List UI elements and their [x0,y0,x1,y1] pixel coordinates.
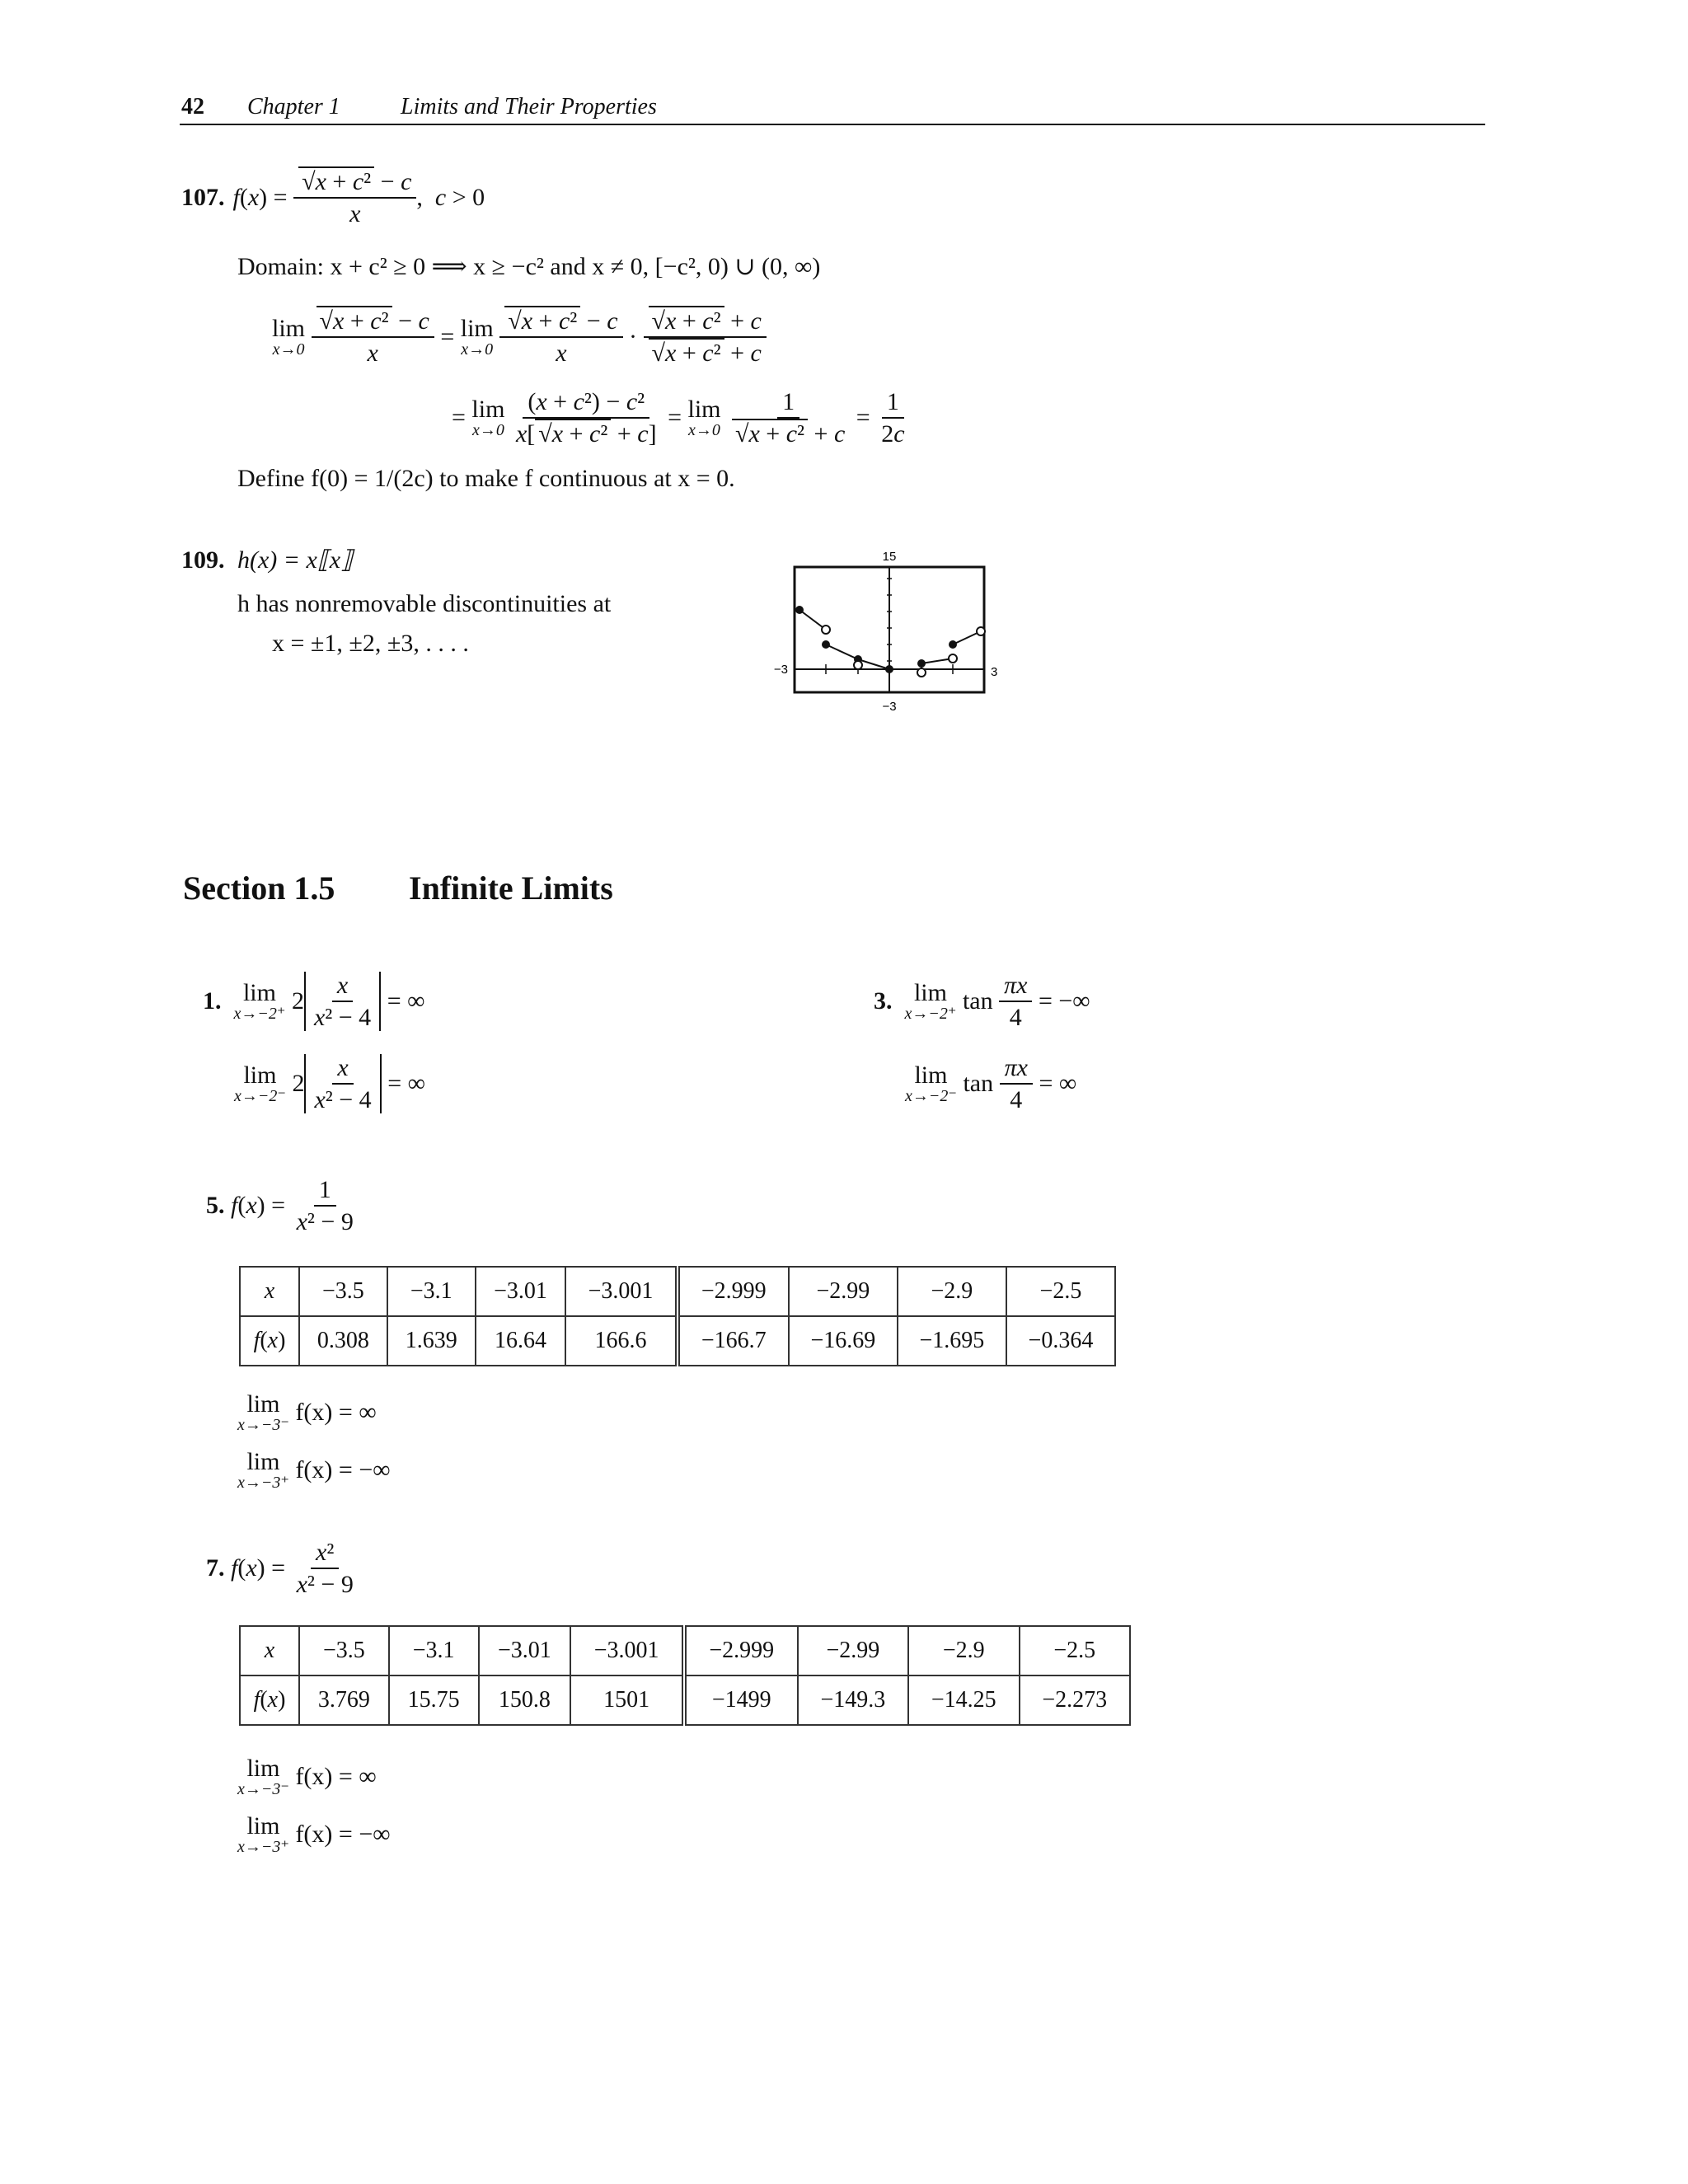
problem-5-lim2: lim x→−3⁺ f(x) = −∞ [237,1448,391,1492]
table-cell: −2.999 [684,1626,798,1675]
table-cell: −3.01 [479,1626,571,1675]
problem-7-statement: 7. f ( x ) = $\frac{\text{x²}}{\text{x² − 9}}$ [206,1539,354,1598]
table-cell: −3.001 [565,1267,677,1316]
problem-3-number: 3. [874,987,893,1015]
problem-3-line1: 3. lim x→−2⁺ tan $\frac{\pi x}{4}$ = −∞ [874,972,1090,1031]
table-row: x −3.5 −3.1 −3.01 −3.001 −2.999 −2.99 −2.9 −2.5 [240,1626,1130,1675]
table-cell: −2.5 [1020,1626,1130,1675]
table-cell: 150.8 [479,1675,571,1725]
graph-ymax-label: 15 [882,550,897,564]
table-cell: −2.9 [908,1626,1019,1675]
table-cell: −3.1 [387,1267,476,1316]
problem-3-result1: = −∞ [1038,987,1090,1015]
table-cell: −3.01 [476,1267,566,1316]
problem-5-table [239,1266,1116,1366]
problem-1-result1: = ∞ [387,987,425,1015]
problem-7-table [239,1625,1131,1726]
table-cell: −14.25 [908,1675,1019,1725]
graph-ymin-label: −3 [882,700,897,714]
table-cell: −2.5 [1006,1267,1115,1316]
problem-107-limit-line1: lim x→0 √ $\frac{\text{x + c² − c}}{x}$ = lim x→0 √ $\frac{\text{x + c² − c}}{x}$ · √ x + c² + c √ x + c² + c [272,300,767,374]
header-rule [180,124,1485,125]
table-cell: 166.6 [565,1316,677,1366]
table-cell: 0.308 [299,1316,387,1366]
table-cell: −166.7 [678,1316,789,1366]
table-cell: 1.639 [387,1316,476,1366]
problem-1-line2: lim x→−2⁻ 2 $\frac{x}{\text{x² − 4}}$ = ∞ [234,1054,425,1113]
problem-109-function: h(x) = x⟦x⟧ [237,546,353,574]
table-cell: 3.769 [299,1675,389,1725]
chapter-label: Chapter 1 [247,94,340,120]
table-row: f(x) 3.769 15.75 150.8 1501 −1499 −149.3 −14.25 −2.273 [240,1675,1130,1725]
table-cell: −2.99 [789,1267,898,1316]
problem-3-result2: = ∞ [1039,1070,1077,1097]
chapter-title: Limits and Their Properties [401,94,657,120]
graph-xmax-label: 3 [991,665,998,679]
section-number: Section 1.5 [183,869,335,907]
problem-107-statement: 107. f ( x ) = √ $\frac{\text{x + c² − c}}{x}$ , c > 0 [181,165,485,231]
table-cell: 16.64 [476,1316,566,1366]
table-cell: −2.999 [678,1267,789,1316]
problem-7-lim2: lim x→−3⁺ f(x) = −∞ [237,1812,391,1856]
table-cell: −3.001 [570,1626,684,1675]
table-row: f(x) 0.308 1.639 16.64 166.6 −166.7 −16.69 −1.695 −0.364 [240,1316,1115,1366]
problem-1-line1: 1. lim x→−2⁺ 2 $\frac{x}{\text{x² − 4}}$ = ∞ [203,972,425,1031]
table-cell: −3.5 [299,1267,387,1316]
problem-1-result2: = ∞ [387,1070,425,1097]
step-function-graph [767,544,1014,725]
graph-xmin-label: −3 [773,663,788,677]
problem-7-lim1: lim x→−3⁻ f(x) = ∞ [237,1755,377,1798]
table-cell: −149.3 [798,1675,908,1725]
page-number: 42 [181,94,204,120]
problem-107-limit-line2: = lim x→0 $\frac{\text{(x + c²) − c²}}{\text{x[√ x + c² + c]}}$ = lim x→0 1 √ x + c² + c = $\frac{1}{2c}$ [452,381,910,455]
table-cell: −1499 [684,1675,798,1725]
table-row: x −3.5 −3.1 −3.01 −3.001 −2.999 −2.99 −2.9 −2.5 [240,1267,1115,1316]
problem-5-number: 5. [206,1192,225,1219]
problem-107-domain: Domain: x + c² ≥ 0 ⟹ x ≥ −c² and x ≠ 0, [−c², 0) ∪ (0, ∞) [237,253,821,280]
table-cell: −1.695 [898,1316,1006,1366]
problem-5-lim1: lim x→−3⁻ f(x) = ∞ [237,1390,377,1434]
table-cell: −0.364 [1006,1316,1115,1366]
table-cell: 15.75 [389,1675,479,1725]
problem-3-line2: lim x→−2⁻ tan $\frac{\pi x}{4}$ = ∞ [905,1054,1077,1113]
problem-107-define: Define f(0) = 1/(2c) to make f continuous at x = 0. [237,465,735,492]
problem-109-line2: x = ±1, ±2, ±3, . . . . [272,630,469,657]
problem-5-statement: 5. f ( x ) = $\frac{1}{\text{x² − 9}}$ [206,1176,354,1235]
problem-107-number: 107. [181,184,225,211]
table-cell: −2.273 [1020,1675,1130,1725]
section-title: Infinite Limits [409,869,613,907]
table-cell: −3.5 [299,1626,389,1675]
problem-109-line1: h has nonremovable discontinuities at [237,590,612,617]
table-cell: −16.69 [789,1316,898,1366]
problem-109-number: 109. [181,546,225,574]
table-cell: −2.9 [898,1267,1006,1316]
table-cell: −2.99 [798,1626,908,1675]
problem-7-number: 7. [206,1554,225,1582]
problem-109-statement [181,546,353,574]
problem-1-number: 1. [203,987,222,1015]
table-cell: −3.1 [389,1626,479,1675]
table-cell: 1501 [570,1675,684,1725]
